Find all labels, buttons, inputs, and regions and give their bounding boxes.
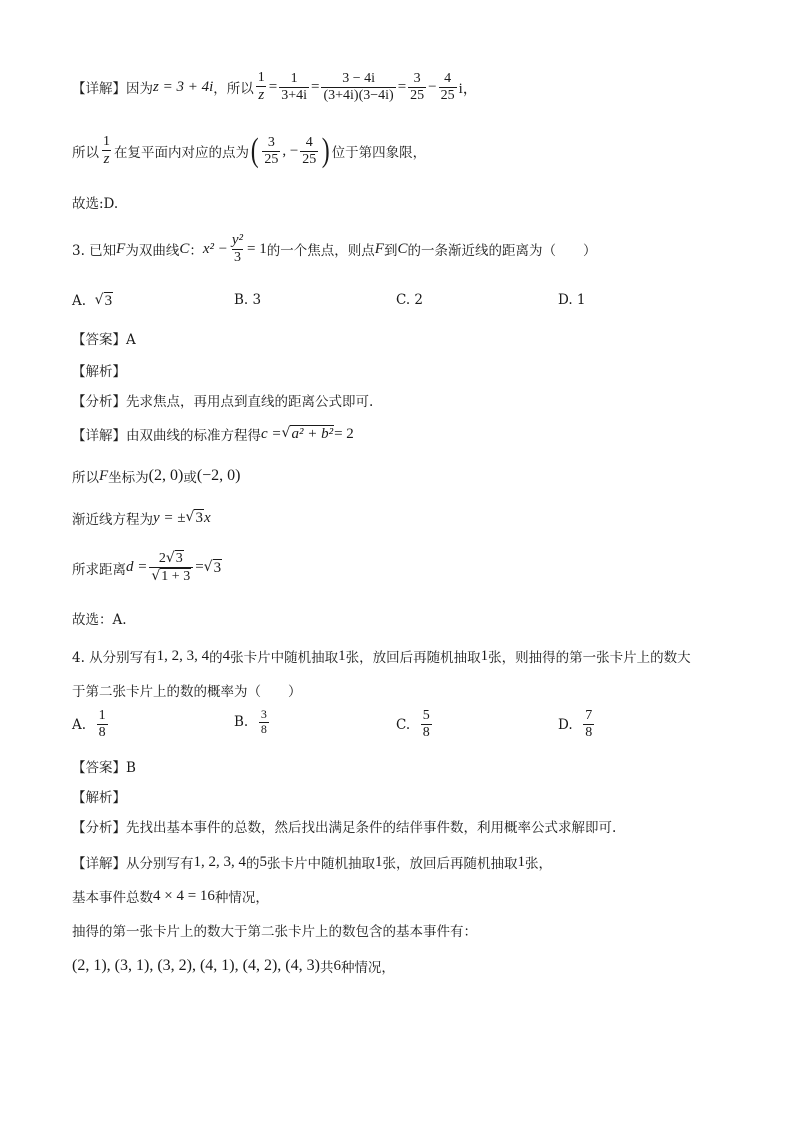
fraction: $\frac{1}{3+4i}$	[281, 70, 308, 103]
option-a: A. $\frac{1}{8}$	[72, 708, 106, 741]
option-a: A. √ 3	[72, 292, 113, 309]
option-d: D. 1	[558, 292, 586, 308]
text: , −	[282, 142, 299, 159]
math-C: C	[179, 240, 190, 257]
total-events: 基本事件总数 4 × 4 = 16 种情况，	[72, 887, 269, 906]
choose-1: 故选:D.	[72, 196, 119, 212]
option-c: C. $\frac{5}{8}$	[396, 708, 430, 741]
detail-line-2: 所以 $\frac{1}{z}$ 在复平面内对应的点为 ( $\frac{3}{25}$ , − $\frac{4}{25}$ ) 位于第四象限，	[72, 132, 427, 170]
text: ，所以	[213, 81, 254, 98]
answer-3: 【答案】A	[72, 332, 136, 348]
analysis-brief-3: 【分析】先求焦点，再用点到直线的距离公式即可.	[72, 394, 374, 410]
math: = 1	[247, 240, 267, 257]
text: 位于第四象限，	[331, 145, 427, 162]
option-b: B. 3	[234, 292, 262, 308]
detail-3: 【详解】由双曲线的标准方程得 c = √ a² + b² = 2	[72, 425, 354, 444]
text: 到	[383, 243, 398, 260]
containing-events: 抽得的第一张卡片上的数大于第二张卡片上的数包含的基本事件有：	[72, 924, 477, 940]
fraction: 2 √ 3 √ 1 + 3	[149, 550, 193, 585]
detail-4: 【详解】从分别写有 1, 2, 3, 4 的 5 张卡片中随机抽取 1 张，放回后再随机抽取 1 张，	[72, 853, 552, 872]
fraction: $\frac{3}{25}$	[264, 134, 279, 167]
fraction: $\frac{4}{25}$	[302, 134, 317, 167]
math-F: F	[374, 240, 384, 257]
text: ：	[189, 243, 203, 260]
answer-4: 【答案】B	[72, 760, 136, 776]
math-C: C	[397, 240, 408, 257]
question-4-line-2: 于第二张卡片上的数的概率为（ ）	[72, 684, 302, 700]
text: 为双曲线	[125, 243, 180, 260]
text: i，	[458, 80, 478, 97]
text: 3. 已知	[72, 243, 117, 260]
option-b: B. $\frac{3}{8}$	[234, 707, 267, 736]
choose-3: 故选：A.	[72, 612, 127, 628]
asymptote: 渐近线方程为 y = ± √ 3 x	[72, 509, 211, 528]
detail-tag: 【详解】	[72, 81, 126, 98]
fraction: $\frac{3 - 4i}{(3+4i)(3-4i)}$	[323, 70, 394, 103]
analysis-3: 【解析】	[72, 364, 126, 380]
question-4-line-1: 4. 从分别写有 1, 2, 3, 4 的 4 张卡片中随机抽取 1 张，放回后再随机抽取 1 张，则抽得的第一张卡片上的数大	[72, 647, 691, 666]
question-3	[72, 232, 596, 266]
fraction: $\frac{1}{z}$	[103, 134, 110, 168]
fraction: $\frac{\text{y²}}{3}$	[231, 232, 244, 266]
fraction: $\frac{3}{25}$	[410, 70, 425, 103]
coordinates: 所以 F 坐标为 (2, 0) 或 (−2, 0)	[72, 467, 241, 486]
fraction: $\frac{4}{25}$	[440, 70, 455, 103]
distance: 所求距离 d = 2 √ 3 √ 1 + 3 = √ 3	[72, 550, 222, 585]
text: 的一条渐近线的距离为（ ）	[407, 243, 597, 260]
analysis-brief-4: 【分析】先找出基本事件的总数，然后找出满足条件的结伴事件数，利用概率公式求解即可.	[72, 820, 617, 836]
option-c: C. 2	[396, 292, 424, 308]
text: 因为	[126, 81, 153, 98]
option-d: D. $\frac{7}{8}$	[558, 708, 593, 741]
fraction: $\frac{1}{z}$	[257, 70, 265, 104]
event-list: (2, 1), (3, 1), (3, 2), (4, 1), (4, 2), (4, 3) 共 6 种情况，	[72, 957, 395, 976]
text: 所以	[72, 145, 99, 162]
text: 在复平面内对应的点为	[114, 145, 249, 162]
math-z: z = 3 + 4i	[153, 78, 214, 95]
analysis-4: 【解析】	[72, 790, 126, 806]
math: x² −	[202, 240, 228, 257]
detail-line-1: 【详解】 因为 z = 3 + 4i ，所以 $\frac{1}{z}$ = $\frac{1}{3+4i}$ = $\frac{3 - 4i}{(3+4i)(3-4i)}$ = $\frac{3}{25}$ − $\frac{4}{25}$ i，	[72, 70, 478, 104]
text: 的一个焦点，则点	[266, 243, 375, 260]
math-F: F	[116, 240, 126, 257]
